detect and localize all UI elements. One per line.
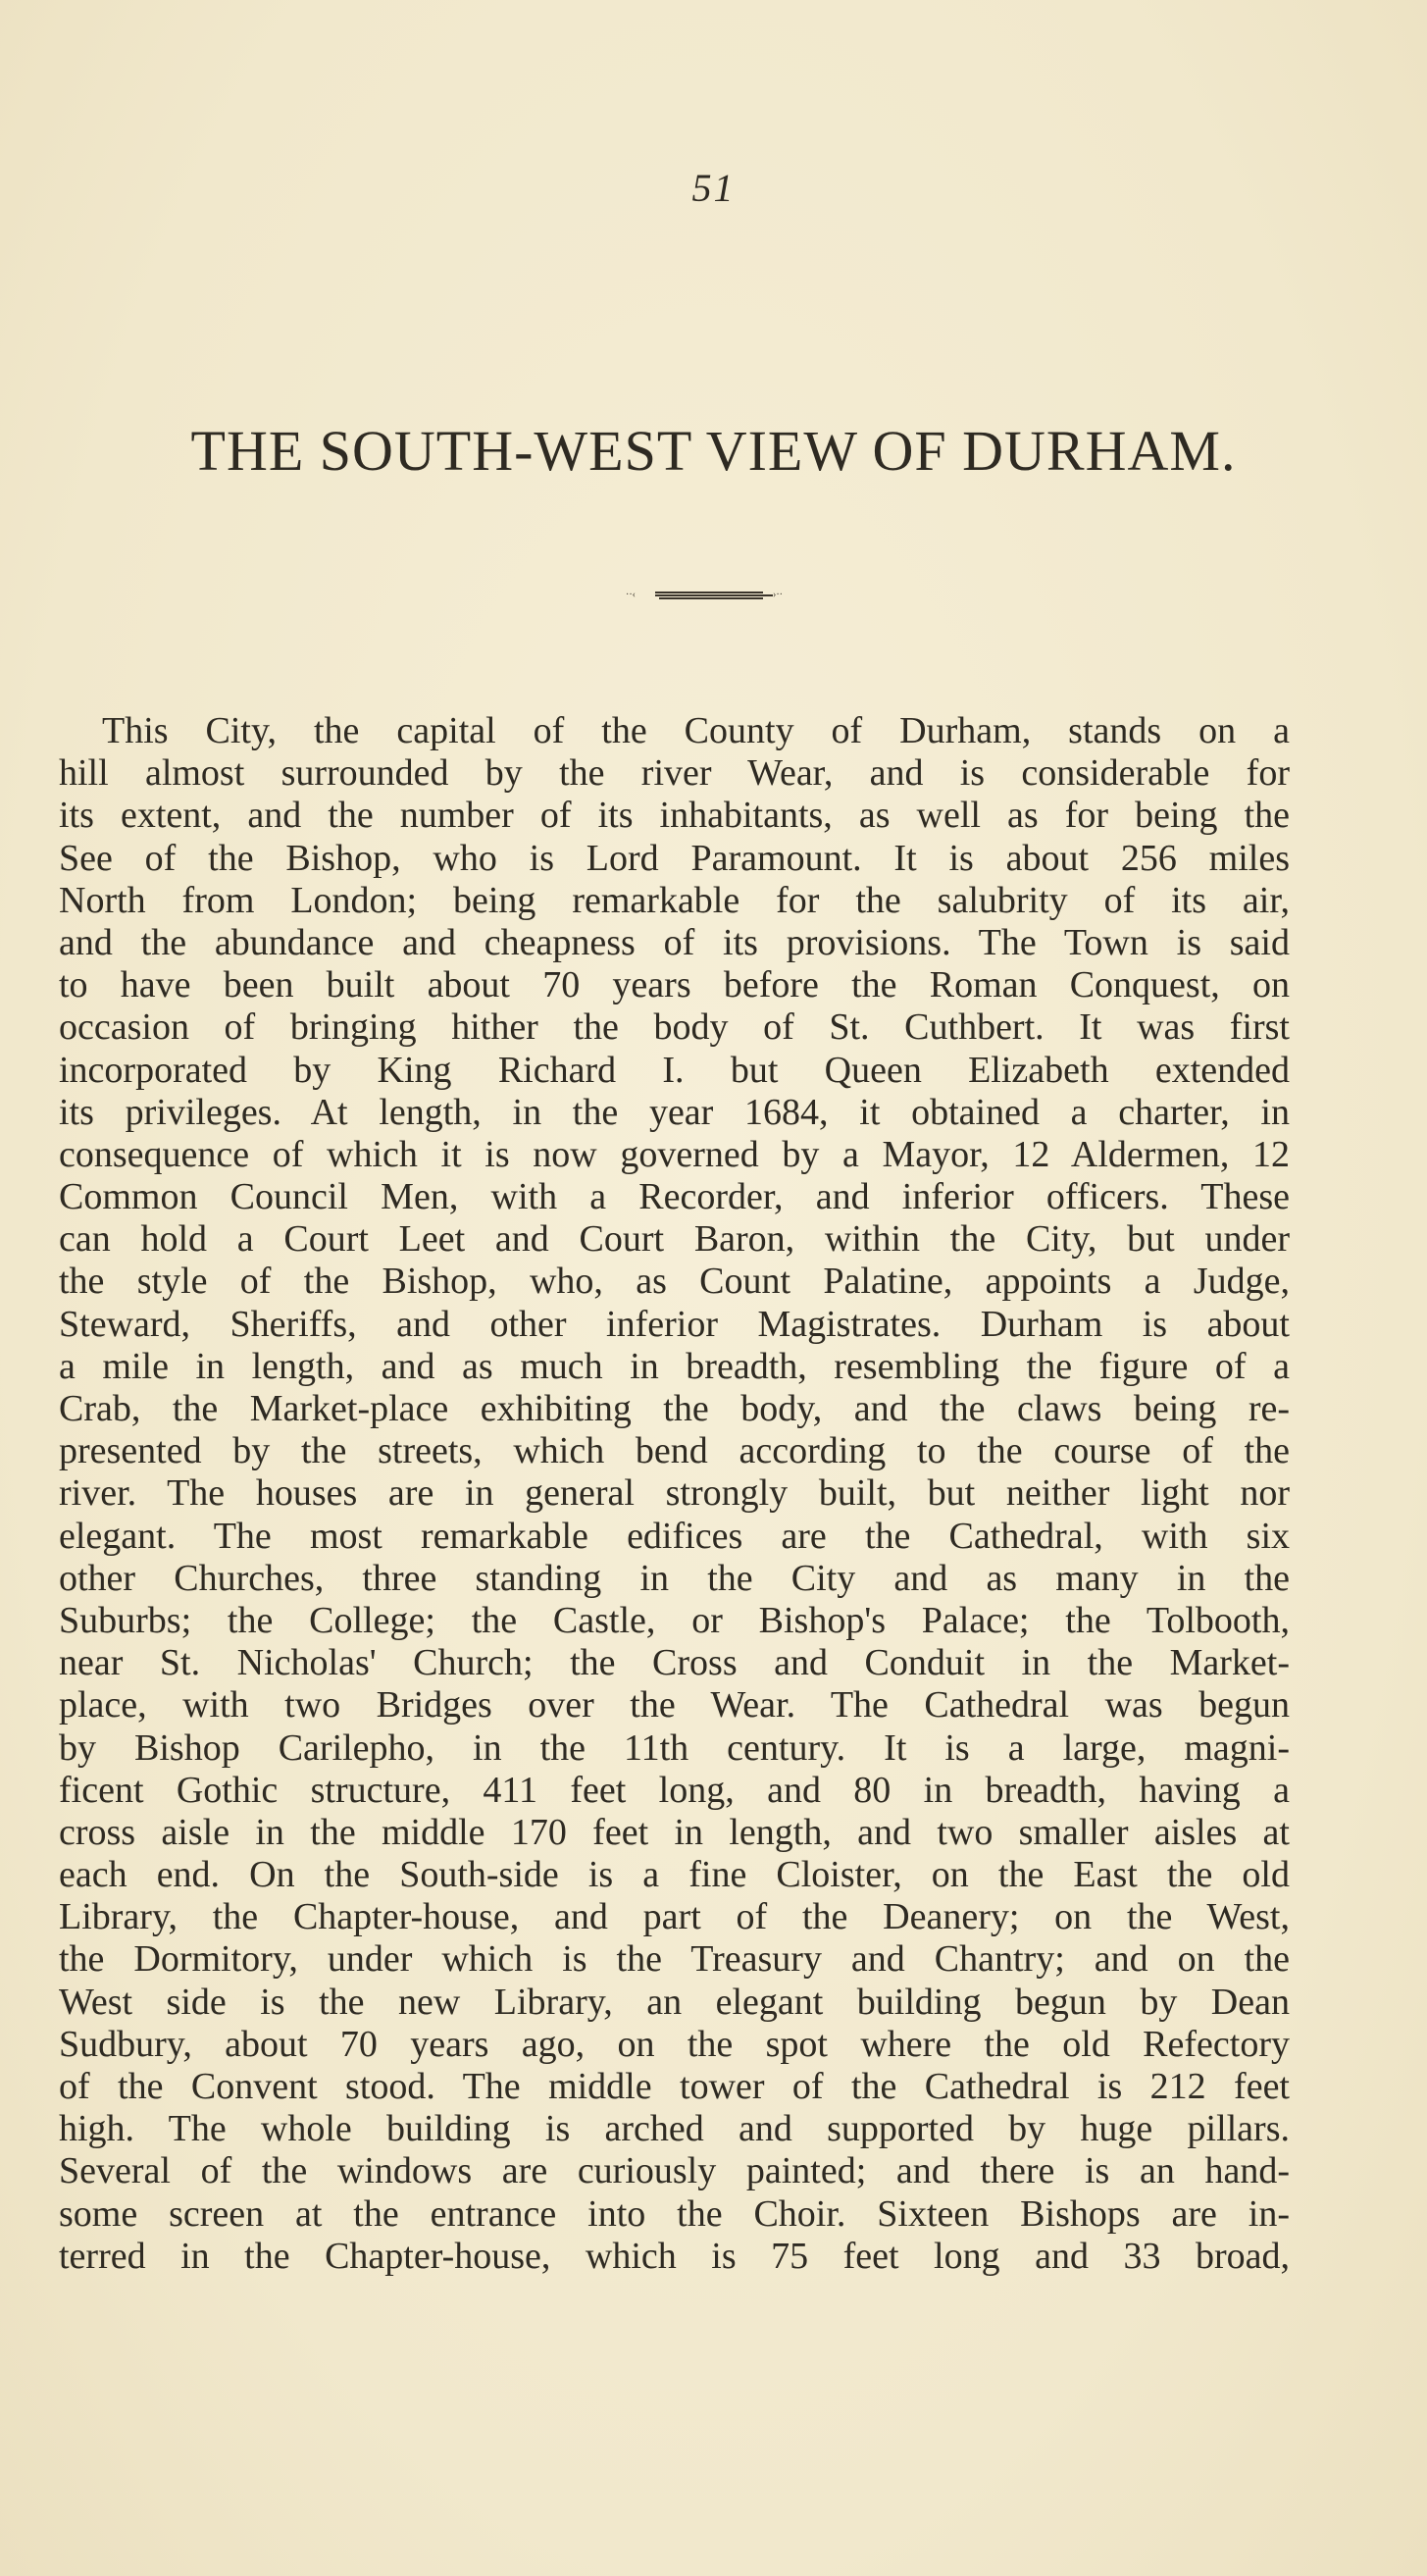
ornament-rule-icon [0, 587, 1427, 602]
text-line: incorporated by King Richard I. but Queen Elizabeth extended [59, 1049, 1290, 1091]
text-line: place, with two Bridges over the Wear. The Cathedral was begun [59, 1684, 1290, 1726]
page-number: 51 [691, 166, 736, 210]
text-line: to have been built about 70 years before the Roman Conquest, on [59, 964, 1290, 1006]
text-line: elegant. The most remarkable edifices are the Cathedral, with six [59, 1515, 1290, 1557]
text-line: See of the Bishop, who is Lord Paramount. It is about 256 miles [59, 837, 1290, 879]
text-line: river. The houses are in general strongly built, but neither light nor [59, 1472, 1290, 1515]
text-line: Suburbs; the College; the Castle, or Bishop's Palace; the Tolbooth, [59, 1599, 1290, 1641]
text-line: consequence of which it is now governed by a Mayor, 12 Aldermen, 12 [59, 1133, 1290, 1175]
text-line: This City, the capital of the County of Durham, stands on a [102, 710, 1290, 751]
text-line: hill almost surrounded by the river Wear, and is considerable for [59, 752, 1290, 795]
text-line: its extent, and the number of its inhabitants, as well as for being the [59, 795, 1290, 837]
text-line: ficent Gothic structure, 411 feet long, and 80 in breadth, having a [59, 1769, 1290, 1811]
text-line: high. The whole building is arched and supported by huge pillars. [59, 2108, 1290, 2150]
text-line: the style of the Bishop, who, as Count Palatine, appoints a Judge, [59, 1261, 1290, 1303]
text-line: can hold a Court Leet and Court Baron, within the City, but under [59, 1218, 1290, 1261]
text-line: Common Council Men, with a Recorder, and inferior officers. These [59, 1176, 1290, 1218]
text-line: each end. On the South-side is a fine Cloister, on the East the old [59, 1854, 1290, 1896]
text-line: other Churches, three standing in the City and as many in the [59, 1557, 1290, 1599]
text-line: Crab, the Market-place exhibiting the body, and the claws being re- [59, 1388, 1290, 1429]
svg-text:›··: ›·· [772, 590, 783, 600]
text-line: North from London; being remarkable for the salubrity of its air, [59, 879, 1290, 921]
svg-text:··‹: ··‹ [625, 590, 636, 600]
text-line: of the Convent stood. The middle tower of the Cathedral is 212 feet [59, 2066, 1290, 2107]
text-line: Library, the Chapter-house, and part of the Deanery; on the West, [59, 1896, 1290, 1938]
text-line: Several of the windows are curiously painted; and there is an hand- [59, 2150, 1290, 2192]
text-line: by Bishop Carilepho, in the 11th century. It is a large, magni- [59, 1726, 1290, 1769]
body-text [59, 710, 1290, 2278]
text-line: some screen at the entrance into the Choir. Sixteen Bishops are in- [59, 2192, 1290, 2235]
text-line: occasion of bringing hither the body of St. Cuthbert. It was first [59, 1006, 1290, 1049]
text-line: its privileges. At length, in the year 1684, it obtained a charter, in [59, 1091, 1290, 1133]
text-line: West side is the new Library, an elegant building begun by Dean [59, 1981, 1290, 2023]
text-line: and the abundance and cheapness of its provisions. The Town is said [59, 921, 1290, 963]
text-line: Steward, Sheriffs, and other inferior Magistrates. Durham is about [59, 1303, 1290, 1345]
text-line: near St. Nicholas' Church; the Cross and Conduit in the Market- [59, 1642, 1290, 1684]
text-line: presented by the streets, which bend according to the course of the [59, 1430, 1290, 1472]
page-title: THE SOUTH-WEST VIEW OF DURHAM. [190, 419, 1237, 483]
text-line: the Dormitory, under which is the Treasury and Chantry; and on the [59, 1938, 1290, 1981]
text-line: Sudbury, about 70 years ago, on the spot where the old Refectory [59, 2023, 1290, 2065]
text-line: a mile in length, and as much in breadth, resembling the figure of a [59, 1345, 1290, 1387]
text-line: terred in the Chapter-house, which is 75 feet long and 33 broad, [59, 2235, 1290, 2277]
text-line: cross aisle in the middle 170 feet in length, and two smaller aisles at [59, 1811, 1290, 1853]
